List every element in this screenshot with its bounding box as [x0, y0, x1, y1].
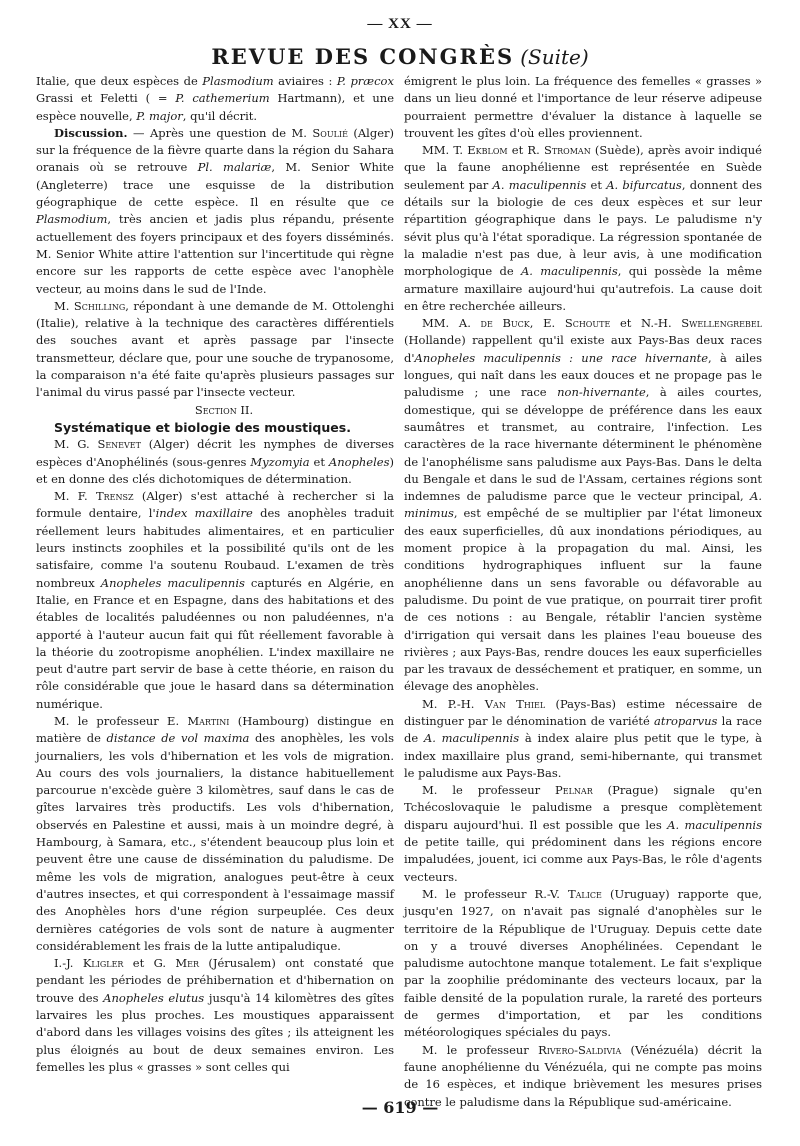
text-run: , à ailes longues, qui naît dans les eaux douces et ne propage pas le paludisme ; une race [404, 350, 762, 400]
text-run: Kligler [82, 956, 124, 971]
text-run: , M. Senior White (Angleterre) trace une esquisse de la distribution géographique de cette espèce. Il en résulte que ce [36, 160, 394, 210]
text-run: distance de vol maxima [106, 731, 250, 746]
paragraph-van-thiel [404, 696, 762, 782]
text-run: Plasmodium [202, 74, 274, 88]
text-run: la race de [404, 713, 762, 746]
paragraph-discussion [36, 125, 394, 298]
text-run: , est empêché de se multiplier par l'état limoneux des eaux superficielles, dû aux inondations périodiques, au moment propice à la propagation du mal. Ainsi, les conditions hydrographiques influent sur la faune anophélienne dans un sens favorable ou défavorable au paludisme. Du point de vue pratique, on pourrait tirer profit de ces notions : au Bengale, rétablir l'ancien système d'irrigation qui versait dans les plaines l'eau boueuse des rivières ; aux Pays-Bas, rendre douces les eaux superficielles par les travaux de desséchement et pratiquer, en somme, un élevage des anophèles. [404, 506, 762, 694]
text-run: M. le professeur [422, 1042, 539, 1057]
paragraph-ekblom-stroman [404, 142, 762, 315]
text-run: Pelnar [555, 783, 593, 798]
text-run: (Pays-Bas) estime nécessaire de distinguer par le dénomination de variété [404, 696, 763, 728]
paragraph-de-buck [404, 315, 762, 696]
paragraph-senevet [36, 436, 394, 488]
text-run: (Suède), après avoir indiqué que la faune anophélienne est représentée en Suède seulement par [404, 143, 762, 192]
text-run: et R. [507, 143, 544, 158]
text-run: des anophèles traduit réellement leurs habitudes alimentaires, et en particulier leurs instincts zoophiles et la possibilité qu'ils ont de les satisfaire, comme l'a soutenu Roubaud. L'examen de très nombreux [36, 506, 394, 590]
text-run: A. maculipennis [423, 731, 520, 746]
text-run: Anopheles [328, 454, 390, 469]
text-run: M. le professeur R.-V. [422, 886, 568, 901]
text-run: Rivero-Saldivia [538, 1042, 622, 1057]
text-run: (Alger) sur la fréquence de la fièvre quarte dans la région du Sahara oranais où se retrouve [36, 125, 394, 175]
text-run: de petite taille, qui prédominent dans les régions encore impaludées, jouent, ici comme aux Pays-Bas, le rôle d'agents vecteurs. [404, 835, 762, 884]
text-run: Anopheles elutus [103, 990, 205, 1005]
text-run: (Alger) décrit les nymphes de diverses espèces d'Anophélinés (sous-genres [36, 437, 394, 469]
text-run: Mer [175, 956, 200, 971]
text-run: M. le professeur [422, 783, 556, 798]
text-run: Plasmodium [36, 212, 108, 227]
discussion-lead: Discussion. [54, 125, 128, 140]
text-run: Schilling [73, 298, 126, 313]
paragraph-trensz [36, 488, 394, 713]
text-run: atroparvus [654, 713, 718, 728]
paragraph-kligler-mer [36, 955, 394, 1076]
text-run: I.-J. [54, 956, 83, 971]
text-run: A. maculipennis [520, 264, 618, 279]
text-run: Ekblom [467, 143, 508, 158]
paragraph-pelnar [404, 782, 762, 886]
text-run: des anophèles, les vols journaliers, les vols d'hibernation et les vols de migration. Au cours des vols journaliers, la distance habituellement parcourue n'excède guère 3 kilomètres, sauf dans le cas de gîtes larvaires très productifs. Les vols d'hibernation, observés en Palestine et aussi, mais à un moindre degré, à Hambourg, à Samara, etc., s'étendent beaucoup plus loin et peuvent être une cause de dissémination du paludisme. De même les vols de migration, analogues peut-être à ceux d'autres insectes, et qui correspondent à l'essaimage massif des Anophèles hors d'une région surpeuplée. Ces deux dernières catégories de vols sont de nature à augmenter considérablement les frais de la lutte antipaludique. [36, 731, 394, 953]
text-run: Swellengrebel [681, 316, 762, 331]
text-run: P. cathemerium [175, 91, 270, 106]
text-run: Myzomyia [250, 454, 310, 469]
text-run: , qu'il décrit. [182, 108, 258, 123]
text-run: Anopheles maculipennis [100, 575, 245, 590]
text-run: Italie, que deux espèces de [36, 74, 203, 88]
paragraph-schilling [36, 298, 394, 402]
text-run: , donnent des détails sur la biologie de ces deux espèces et sur leur répartition géographique dans le pays. Le paludisme n'y sévit plus qu'à l'état sporadique. La régression spontanée de la maladie n'est pas due, à leur avis, à une modification morphologique de [404, 177, 762, 279]
text-run: , répondant à une demande de M. Ottolenghi (Italie), relative à la technique des caractères différentiels des souches avant et après passage par l'insecte transmetteur, déclare que, pour une souche de trypanosome, la comparaison n'a été faite qu'après plusieurs passages sur l'animal du virus passé par l'insecte vecteur. [36, 298, 394, 400]
running-heading-suite: (Suite) [520, 45, 589, 69]
paragraph-martini [36, 713, 394, 955]
text-run: de Buck [480, 316, 530, 331]
text-run: (Uruguay) rapporte que, jusqu'en 1927, on n'avait pas signalé d'anophèles sur le territoire de la République de l'Uruguay. Depuis cette date on y a trouvé diverses Anophélinées. Cependant le paludisme autochtone manque totalement. Le fait s'explique par la zoophilie prédominante des vecteurs locaux, par la faible densité de la population rurale, la rareté des porteurs de germes d'importation, et par les conditions météorologiques spéciales du pays. [404, 886, 762, 1040]
left-column [36, 73, 394, 1076]
text-run: P. major [136, 108, 183, 123]
text-run: Anopheles maculipennis : une race hivernante [414, 350, 709, 365]
page-number: — 619 — [361, 1098, 439, 1117]
text-run: jusqu'à 14 kilomètres des gîtes larvaires les plus proches. Les moustiques apparaissent d'abord dans les villages voisins des gîtes ; ils atteignent les plus éloignés au bout de deux semaines environ. Les femelles les plus « grasses » sont celles qui [36, 990, 395, 1074]
section-title: Systématique et biologie des moustiques. [54, 419, 351, 435]
running-heading-title: REVUE DES CONGRÈS [211, 44, 515, 69]
text-run: Pl. malariæ [197, 160, 272, 175]
text-run: à index alaire plus petit que le type, à index maxillaire plus grand, semi-hibernante, qui transmet le paludisme aux Pays-Bas. [404, 731, 763, 780]
text-run: Soulié [312, 125, 348, 140]
text-run: Hartmann), et une espèce nouvelle, [36, 91, 395, 123]
text-run: M. P.-H. [422, 696, 485, 711]
text-run: M. [54, 298, 74, 313]
text-run: non-hivernante [557, 385, 646, 400]
text-run: et N.-H. [610, 316, 682, 331]
text-run: Stroman [543, 143, 591, 158]
text-run: (Prague) signale qu'en Tchécoslovaquie le paludisme a presque complètement disparu aujourd'hui. Il est possible que les [404, 783, 762, 832]
paragraph-plasmodium-species [36, 73, 394, 125]
text-run: index maxillaire [155, 506, 253, 521]
text-run: et G. [123, 956, 176, 971]
text-run: (Hambourg) distingue en matière de [36, 713, 394, 746]
text-run: aviaires : [273, 74, 337, 88]
right-column [404, 73, 762, 1111]
text-run: A. minimus [404, 489, 762, 521]
text-run: M. le professeur E. [54, 713, 188, 728]
text-run: , à ailes courtes, domestique, qui se développe de préférence dans les eaux saumâtres et transmet, au contraire, l'infection. Les caractères de la race hivernante déterminent le phénomène de l'anophélisme sans paludisme aux Pays-Bas. Dans le delta du Bengale et dans le sud de l'Assam, certaines régions sont indemnes de paludisme parce que le vecteur principal, [404, 385, 762, 504]
text-run: — Après une question de M. [127, 125, 313, 140]
text-run: MM. T. [422, 143, 468, 158]
text-run: émigrent le plus loin. La fréquence des femelles « grasses » dans un lieu donné et l'importance de leur réserve adipeuse pourraient permettre d'évaluer la distance à laquelle se trouvent les gîtes d'où elles proviennent. [404, 74, 762, 140]
paragraph-talice [404, 886, 762, 1042]
text-run: et [309, 454, 329, 469]
text-run: A. maculipennis [492, 177, 587, 192]
text-run: M. G. [54, 437, 98, 452]
running-heading [0, 44, 800, 69]
text-run: Martini [187, 713, 230, 728]
text-run: , très ancien et jadis plus répandu, présente actuellement des foyers principaux et des foyers disséminés. M. Senior White attire l'attention sur l'incertitude qui règne encore sur les rapports de cette espèce avec l'anophèle vecteur, au moins dans le sud de l'Inde. [36, 212, 394, 296]
paragraph-continuation [404, 73, 762, 142]
text-run: MM. A. [422, 316, 481, 331]
text-run: capturés en Algérie, en Italie, en France et en Espagne, dans des habitations et des étables de localités paludéennes ou non paludéennes, n'a apporté à l'auteur aucun fait qui fût réellement favorable à la théorie du zootropisme anophélien. L'index maxillaire ne peut d'autre part servir de base à cette théorie, en raison du rôle considérable que joue le hasard dans sa détermination numérique. [36, 575, 394, 711]
roman-folio: — XX — [367, 16, 433, 32]
text-run: (Hollande) rappellent qu'il existe aux Pays-Bas deux races d' [404, 333, 762, 365]
text-run: Grassi et Feletti ( = [36, 91, 176, 106]
text-run: ) et en donne des clés dichotomiques de détermination. [36, 454, 394, 486]
text-run: (Alger) s'est attaché à rechercher si la formule dentaire, l' [36, 489, 394, 521]
text-run: Senevet [97, 437, 141, 452]
text-run: A. maculipennis [667, 817, 762, 832]
text-run: M. F. [54, 489, 96, 504]
text-run: A. bifurcatus [606, 177, 682, 192]
text-run: Trensz [95, 489, 134, 504]
text-run: , qui possède la même armature maxillaire aujourd'hui qu'autrefois. La cause doit en être recherchée ailleurs. [404, 264, 762, 313]
text-run: , E. [529, 316, 565, 331]
text-run: (Jérusalem) ont constaté que pendant les périodes de préhibernation et d'hibernation on trouve des [36, 956, 394, 1005]
section-label: Section II. [194, 402, 254, 417]
text-run: et [586, 177, 607, 192]
text-run: Schoute [564, 316, 611, 331]
text-run: Talice [567, 886, 602, 901]
text-run: Van Thiel [484, 696, 546, 711]
text-run: (Vénézuéla) décrit la faune anophélienne du Vénézuéla, qui ne compte pas moins de 16 espèces, et indique brièvement les mesures prises contre le paludisme dans la République sud-américaine. [404, 1042, 762, 1109]
text-run: P. præcox [336, 74, 394, 88]
